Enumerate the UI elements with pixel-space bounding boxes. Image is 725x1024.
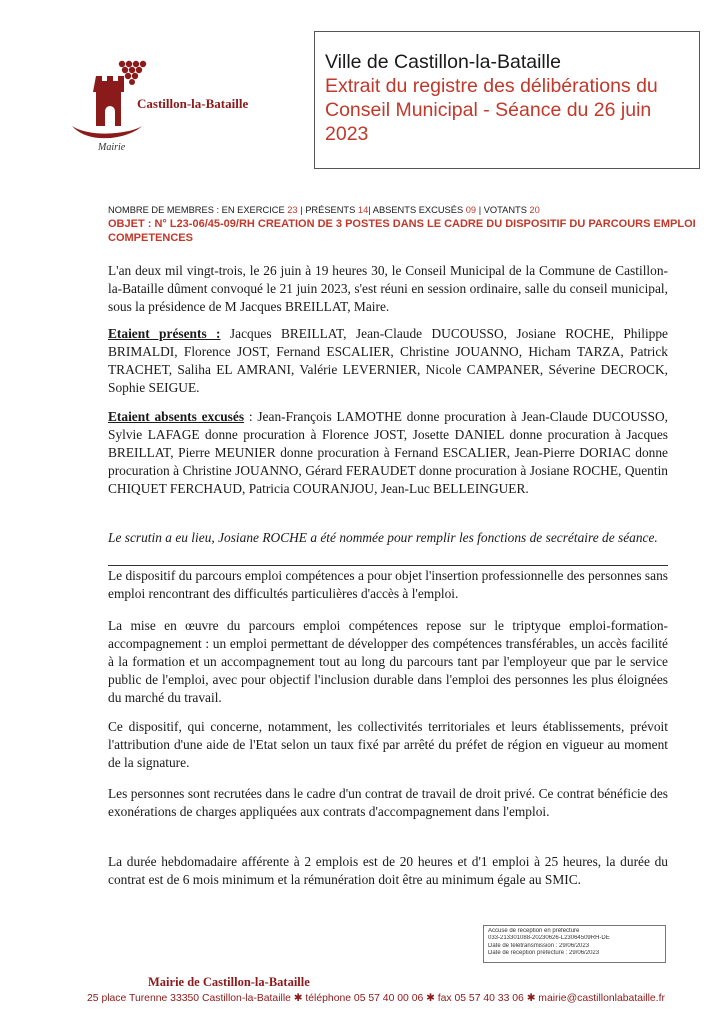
- members-votants-label: | VOTANTS: [478, 205, 527, 215]
- footer-title: Mairie de Castillon-la-Bataille: [148, 975, 310, 989]
- members-count-line: [108, 205, 708, 215]
- body-paragraph-5: La durée hebdomadaire afférente à 2 emplois est de 20 heures et d'1 emploi à 25 heures, la durée du contrat est de 6 mois minimum et la rémunération doit être au minimum égale au SMIC.: [108, 854, 668, 887]
- presents-list: Jacques BREILLAT, Jean-Claude DUCOUSSO, Josiane ROCHE, Philippe BRIMALDI, Florence JOST, Fernand ESCALIER, Christine JOUANNO, Hicham TARZA, Patrick TRACHET, Saliha EL AMRANI, Valérie LEVERNIER, Nicole CAMPANER, Séverine DECROCK, Sophie SEIGUE.: [108, 326, 668, 395]
- intro-paragraph: L'an deux mil vingt-trois, le 26 juin à 19 heures 30, le Conseil Municipal de la Commune de Castillon-la-Bataille dûment convoqué le 21 juin 2023, s'est réuni en session ordinaire, salle du conseil municipal, sous la présidence de M Jacques BREILLAT, Maire.: [108, 263, 668, 314]
- members-absents: 09: [465, 205, 477, 215]
- header-extract-title: Extrait du registre des délibérations du Conseil Municipal - Séance du 26 juin 2023: [325, 75, 658, 145]
- members-presents-label: | PRÉSENTS: [300, 205, 356, 215]
- members-en-exercice: 23: [287, 205, 298, 215]
- body-paragraph-1: Le dispositif du parcours emploi compétences a pour objet l'insertion professionnelle des personnes sans emploi rencontrant des difficultés particulières d'accès à l'emploi.: [108, 568, 668, 601]
- members-presents: 14: [357, 205, 369, 215]
- presents-paragraph: [108, 325, 668, 397]
- stamp-line-4: Date de réception préfecture : 29/06/2023: [488, 949, 600, 956]
- prefecture-receipt-stamp: [483, 925, 666, 963]
- deliberation-object: OBJET : N° L23-06/45-09/RH CREATION DE 3 POSTES DANS LE CADRE DU DISPOSITIF DU PARCOURS EMPLOI COMPETENCES: [108, 218, 696, 244]
- absents-label: Etaient absents excusés: [108, 409, 245, 424]
- logo-name: Castillon-la-Bataille: [137, 96, 249, 111]
- stamp-line-2: 033-213301088-20230626-L23064509RH-DE: [488, 935, 610, 942]
- stamp-line-3: Date de télétransmission : 29/06/2023: [488, 942, 590, 949]
- logo-subtitle: Mairie: [98, 142, 126, 153]
- body-paragraph-4: Les personnes sont recrutées dans le cadre d'un contrat de travail de droit privé. Ce contrat bénéficie des exonérations de charges appliquées aux contrats d'accompagnement dans l'emploi.: [108, 786, 668, 819]
- footer-address: 25 place Turenne 33350 Castillon-la-Bataille ✱ téléphone 05 57 40 00 06 ✱ fax 05 57 40 33 06 ✱ mairie@castillonlabataille.fr: [87, 993, 665, 1004]
- absents-list: : Jean-François LAMOTHE donne procuration à Jean-Claude DUCOUSSO, Sylvie LAFAGE donne procuration à Florence JOST, Josette DANIEL donne procuration à Jacques BREILLAT, Pierre MEUNIER donne procuration à Fernand ESCALIER, Jean-Pierre DORIAC donne procuration à Christine JOUANNO, Gérard FERAUDET donne procuration à Josiane ROCHE, Quentin CHIQUET FERCHAUD, Patricia COURANJOU, Jean-Luc BELLEINGUER.: [108, 409, 668, 496]
- members-absents-label: | ABSENTS EXCUSÉS: [368, 205, 464, 215]
- stamp-line-1: Accusé de réception en préfecture: [488, 928, 580, 934]
- divider: [108, 565, 668, 566]
- scrutin-paragraph: Le scrutin a eu lieu, Josiane ROCHE a été nommée pour remplir les fonctions de secrétaire de séance.: [108, 530, 658, 545]
- members-votants: 20: [529, 205, 540, 215]
- presents-label: Etaient présents :: [108, 326, 221, 341]
- header-city: Ville de Castillon-la-Bataille: [325, 51, 561, 73]
- body-paragraph-2: La mise en œuvre du parcours emploi compétences repose sur le triptyque emploi-formation-accompagnement : un emploi permettant de développer des compétences transférables, un accès facilité à la formation et un accompagnement tout au long du parcours tant par l'employeur que par le service public de l'emploi, avec pour objectif l'inclusion durable dans l'emploi des personnes les plus éloignées du marché du travail.: [108, 618, 668, 705]
- absents-paragraph: [108, 408, 668, 498]
- body-paragraph-3: Ce dispositif, qui concerne, notamment, les collectivités territoriales et leurs établissements, prévoit l'attribution d'une aide de l'Etat selon un taux fixé par arrêté du préfet de région en vigueur au moment de la signature.: [108, 719, 668, 770]
- header-box: [314, 31, 700, 169]
- members-prefix: NOMBRE DE MEMBRES : EN EXERCICE: [108, 205, 285, 215]
